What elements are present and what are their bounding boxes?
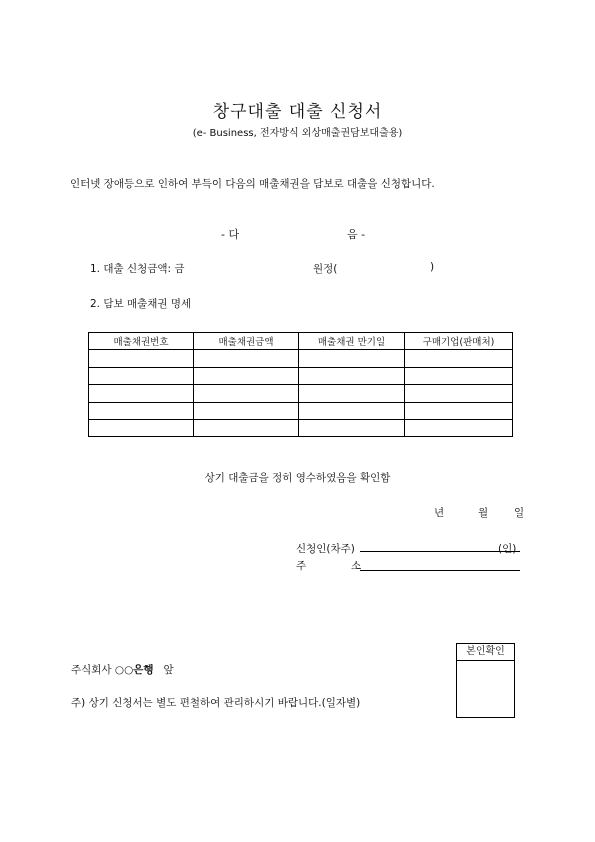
date-year-label: 년 bbox=[434, 507, 445, 519]
identity-confirmation-stamp-area[interactable] bbox=[457, 661, 514, 717]
table-cell[interactable] bbox=[194, 350, 299, 367]
intro-text: 인터넷 장애등으로 인하여 부득이 다음의 매출채권을 담보로 대출을 신청합니다. bbox=[70, 178, 435, 190]
table-cell[interactable] bbox=[194, 419, 299, 436]
receipt-confirmation-text: 상기 대출금을 정히 영수하였음을 확인함 bbox=[204, 472, 391, 484]
table-cell[interactable] bbox=[405, 402, 513, 419]
document-title: 창구대출 대출 신청서 bbox=[212, 102, 383, 122]
section-heading-right: 음 - bbox=[347, 228, 366, 241]
table-cell[interactable] bbox=[405, 385, 513, 402]
loan-amount-unit: 원정( bbox=[313, 263, 338, 275]
col-header-claim-number: 매출채권번호 bbox=[89, 333, 194, 350]
addressee-suffix: 앞 bbox=[163, 664, 174, 676]
table-cell[interactable] bbox=[194, 385, 299, 402]
section-heading-left: - 다 bbox=[221, 228, 240, 241]
table-row bbox=[89, 367, 513, 384]
collateral-label: 2. 담보 매출채권 명세 bbox=[90, 298, 192, 310]
table-row bbox=[89, 385, 513, 402]
table-cell[interactable] bbox=[89, 385, 194, 402]
table-cell[interactable] bbox=[299, 402, 405, 419]
applicant-label: 신청인(차주) bbox=[296, 543, 355, 555]
table-cell[interactable] bbox=[405, 350, 513, 367]
addressee-bank: 은행 bbox=[133, 664, 154, 676]
table-cell[interactable] bbox=[299, 350, 405, 367]
table-cell[interactable] bbox=[89, 367, 194, 384]
date-day-label: 일 bbox=[514, 507, 525, 519]
document-subtitle: (e- Business, 전자방식 외상매출권담보대출용) bbox=[192, 128, 403, 139]
address-label-first: 주 bbox=[296, 560, 307, 572]
table-header-row bbox=[89, 333, 513, 350]
address-line[interactable] bbox=[360, 570, 520, 571]
table-cell[interactable] bbox=[194, 402, 299, 419]
collateral-claims-table bbox=[88, 332, 513, 437]
applicant-signature-line[interactable] bbox=[360, 551, 520, 552]
address-label-second: 소 bbox=[351, 560, 362, 572]
table-cell[interactable] bbox=[405, 419, 513, 436]
identity-confirmation-label: 본인확인 bbox=[457, 644, 514, 661]
table-cell[interactable] bbox=[89, 419, 194, 436]
col-header-claim-amount: 매출채권금액 bbox=[194, 333, 299, 350]
applicant-seal-label: (인) bbox=[498, 543, 517, 555]
table-cell[interactable] bbox=[194, 367, 299, 384]
col-header-buyer: 구매기업(판매처) bbox=[405, 333, 513, 350]
addressee-prefix: 주식회사 ○○ bbox=[71, 664, 134, 676]
table-cell[interactable] bbox=[89, 402, 194, 419]
table-cell[interactable] bbox=[89, 350, 194, 367]
table-cell[interactable] bbox=[405, 367, 513, 384]
loan-amount-label: 1. 대출 신청금액: 금 bbox=[90, 263, 185, 275]
table-row bbox=[89, 419, 513, 436]
table-row bbox=[89, 350, 513, 367]
footnote: 주) 상기 신청서는 별도 편철하여 관리하시기 바랍니다.(일자별) bbox=[71, 697, 361, 709]
table-cell[interactable] bbox=[299, 385, 405, 402]
table-cell[interactable] bbox=[299, 367, 405, 384]
date-month-label: 월 bbox=[478, 507, 489, 519]
col-header-maturity-date: 매출채권 만기일 bbox=[299, 333, 405, 350]
table-row bbox=[89, 402, 513, 419]
loan-amount-close: ) bbox=[430, 261, 435, 273]
table-cell[interactable] bbox=[299, 419, 405, 436]
addressee-text bbox=[71, 662, 174, 677]
identity-confirmation-box bbox=[456, 643, 515, 718]
